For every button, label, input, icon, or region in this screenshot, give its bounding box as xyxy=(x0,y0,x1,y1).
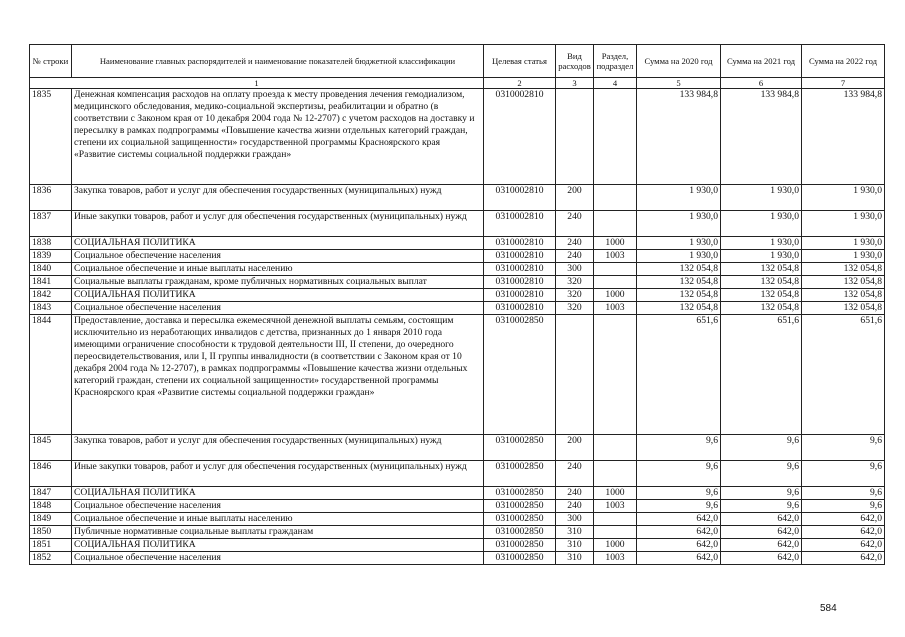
row-number: 1845 xyxy=(30,435,72,461)
row-sum-2021: 642,0 xyxy=(721,539,802,552)
page-number: 584 xyxy=(820,603,837,614)
table-row xyxy=(30,89,885,185)
row-number: 1835 xyxy=(30,89,72,185)
table-row xyxy=(30,185,885,211)
row-vr: 310 xyxy=(556,526,594,539)
table-row xyxy=(30,487,885,500)
column-number: 5 xyxy=(637,78,721,89)
table-row xyxy=(30,302,885,315)
row-name: СОЦИАЛЬНАЯ ПОЛИТИКА xyxy=(72,237,484,250)
row-sum-2020: 1 930,0 xyxy=(637,185,721,211)
row-vr: 300 xyxy=(556,513,594,526)
row-number: 1837 xyxy=(30,211,72,237)
row-sum-2021: 1 930,0 xyxy=(721,237,802,250)
row-sum-2021: 1 930,0 xyxy=(721,185,802,211)
row-sum-2022: 642,0 xyxy=(802,539,885,552)
row-sum-2020: 9,6 xyxy=(637,435,721,461)
header-sum-2022: Сумма на 2022 год xyxy=(802,45,885,78)
row-rp xyxy=(594,276,637,289)
row-name: Социальное обеспечение населения xyxy=(72,500,484,513)
row-target: 0310002810 xyxy=(484,302,556,315)
row-vr: 200 xyxy=(556,185,594,211)
row-rp xyxy=(594,89,637,185)
row-sum-2020: 651,6 xyxy=(637,315,721,435)
row-vr: 320 xyxy=(556,302,594,315)
row-target: 0310002850 xyxy=(484,513,556,526)
row-name: Социальное обеспечение и иные выплаты населению xyxy=(72,513,484,526)
column-number-row xyxy=(30,78,885,89)
row-name: Предоставление, доставка и пересылка ежемесячной денежной выплаты семьям, состоящим исключительно из неработающих инвалидов с детства, признанных до 1 января 2010 года имеющими ограничение способности к трудовой деятельности III, II степени, до очередного переосвидетельствования, или I, II группы инвалидности (в соответствии с Законом края от 10 декабря 2004 года № 12-2707), в рамках подпрограммы «Повышение качества жизни отдельных категорий граждан, степени их социальной защищенности» государственной программы Красноярского края «Развитие системы социальной поддержки граждан» xyxy=(72,315,484,435)
row-sum-2022: 9,6 xyxy=(802,487,885,500)
table-row xyxy=(30,289,885,302)
row-name: Закупка товаров, работ и услуг для обеспечения государственных (муниципальных) нужд xyxy=(72,435,484,461)
row-sum-2020: 132 054,8 xyxy=(637,263,721,276)
row-sum-2020: 642,0 xyxy=(637,539,721,552)
row-sum-2020: 132 054,8 xyxy=(637,302,721,315)
row-rp xyxy=(594,461,637,487)
row-sum-2022: 132 054,8 xyxy=(802,289,885,302)
row-name: СОЦИАЛЬНАЯ ПОЛИТИКА xyxy=(72,289,484,302)
row-sum-2022: 9,6 xyxy=(802,500,885,513)
row-sum-2022: 132 054,8 xyxy=(802,276,885,289)
row-sum-2020: 133 984,8 xyxy=(637,89,721,185)
row-sum-2020: 132 054,8 xyxy=(637,289,721,302)
header-sum-2020: Сумма на 2020 год xyxy=(637,45,721,78)
row-vr: 300 xyxy=(556,263,594,276)
row-rp: 1000 xyxy=(594,237,637,250)
row-target: 0310002810 xyxy=(484,211,556,237)
row-vr: 310 xyxy=(556,539,594,552)
row-number: 1840 xyxy=(30,263,72,276)
row-vr: 320 xyxy=(556,276,594,289)
row-rp xyxy=(594,513,637,526)
table-row xyxy=(30,211,885,237)
row-name: СОЦИАЛЬНАЯ ПОЛИТИКА xyxy=(72,539,484,552)
row-name: Иные закупки товаров, работ и услуг для обеспечения государственных (муниципальных) нужд xyxy=(72,461,484,487)
header-vr: Вид расходов xyxy=(556,45,594,78)
row-target: 0310002850 xyxy=(484,487,556,500)
row-vr: 310 xyxy=(556,552,594,565)
row-number: 1843 xyxy=(30,302,72,315)
row-sum-2021: 1 930,0 xyxy=(721,250,802,263)
row-target: 0310002850 xyxy=(484,552,556,565)
row-sum-2021: 133 984,8 xyxy=(721,89,802,185)
row-sum-2022: 133 984,8 xyxy=(802,89,885,185)
row-sum-2021: 642,0 xyxy=(721,513,802,526)
column-number: 6 xyxy=(721,78,802,89)
row-target: 0310002850 xyxy=(484,315,556,435)
table-row xyxy=(30,461,885,487)
row-number: 1842 xyxy=(30,289,72,302)
table-row xyxy=(30,250,885,263)
row-vr xyxy=(556,315,594,435)
row-number: 1838 xyxy=(30,237,72,250)
budget-table xyxy=(29,44,885,565)
header-row xyxy=(30,45,885,78)
row-rp: 1003 xyxy=(594,552,637,565)
row-rp xyxy=(594,315,637,435)
row-vr: 240 xyxy=(556,211,594,237)
row-target: 0310002850 xyxy=(484,526,556,539)
row-name: Социальное обеспечение населения xyxy=(72,552,484,565)
table-row xyxy=(30,500,885,513)
row-target: 0310002810 xyxy=(484,237,556,250)
row-vr: 240 xyxy=(556,250,594,263)
row-target: 0310002850 xyxy=(484,539,556,552)
row-sum-2020: 1 930,0 xyxy=(637,211,721,237)
row-sum-2022: 1 930,0 xyxy=(802,185,885,211)
row-sum-2021: 9,6 xyxy=(721,461,802,487)
row-rp: 1003 xyxy=(594,500,637,513)
row-rp: 1003 xyxy=(594,250,637,263)
row-rp: 1000 xyxy=(594,487,637,500)
column-number: 7 xyxy=(802,78,885,89)
row-number: 1850 xyxy=(30,526,72,539)
row-number: 1851 xyxy=(30,539,72,552)
header-sum-2021: Сумма на 2021 год xyxy=(721,45,802,78)
row-vr: 240 xyxy=(556,500,594,513)
row-sum-2021: 642,0 xyxy=(721,526,802,539)
row-vr: 200 xyxy=(556,435,594,461)
row-number: 1841 xyxy=(30,276,72,289)
row-sum-2020: 642,0 xyxy=(637,552,721,565)
row-sum-2022: 1 930,0 xyxy=(802,250,885,263)
row-sum-2022: 9,6 xyxy=(802,435,885,461)
row-rp: 1000 xyxy=(594,289,637,302)
table-row xyxy=(30,435,885,461)
row-vr: 240 xyxy=(556,487,594,500)
row-vr: 240 xyxy=(556,237,594,250)
row-rp xyxy=(594,263,637,276)
row-rp xyxy=(594,435,637,461)
header-rp: Раздел, подраздел xyxy=(594,45,637,78)
table-row xyxy=(30,263,885,276)
row-sum-2021: 132 054,8 xyxy=(721,289,802,302)
row-sum-2022: 1 930,0 xyxy=(802,237,885,250)
row-sum-2021: 132 054,8 xyxy=(721,302,802,315)
row-rp: 1003 xyxy=(594,302,637,315)
row-target: 0310002850 xyxy=(484,435,556,461)
row-number: 1847 xyxy=(30,487,72,500)
row-name: Социальное обеспечение населения xyxy=(72,250,484,263)
row-target: 0310002810 xyxy=(484,263,556,276)
row-sum-2022: 642,0 xyxy=(802,513,885,526)
header-target: Целевая статья xyxy=(484,45,556,78)
header-row-no: № строки xyxy=(30,45,72,78)
header-name: Наименование главных распорядителей и наименование показателей бюджетной классификации xyxy=(72,45,484,78)
row-target: 0310002810 xyxy=(484,289,556,302)
row-name: Социальное обеспечение и иные выплаты населению xyxy=(72,263,484,276)
row-sum-2020: 9,6 xyxy=(637,487,721,500)
row-name: Социальное обеспечение населения xyxy=(72,302,484,315)
column-number: 3 xyxy=(556,78,594,89)
row-sum-2021: 132 054,8 xyxy=(721,276,802,289)
row-sum-2020: 642,0 xyxy=(637,526,721,539)
row-name: Социальные выплаты гражданам, кроме публичных нормативных социальных выплат xyxy=(72,276,484,289)
row-target: 0310002810 xyxy=(484,89,556,185)
row-sum-2022: 642,0 xyxy=(802,526,885,539)
row-name: СОЦИАЛЬНАЯ ПОЛИТИКА xyxy=(72,487,484,500)
row-sum-2022: 132 054,8 xyxy=(802,263,885,276)
row-number: 1836 xyxy=(30,185,72,211)
row-sum-2022: 132 054,8 xyxy=(802,302,885,315)
row-target: 0310002850 xyxy=(484,461,556,487)
table-row xyxy=(30,276,885,289)
row-sum-2022: 651,6 xyxy=(802,315,885,435)
row-target: 0310002850 xyxy=(484,500,556,513)
row-number: 1846 xyxy=(30,461,72,487)
row-rp: 1000 xyxy=(594,539,637,552)
column-number: 1 xyxy=(30,78,484,89)
row-rp xyxy=(594,185,637,211)
table-row xyxy=(30,237,885,250)
row-target: 0310002810 xyxy=(484,250,556,263)
row-name: Публичные нормативные социальные выплаты гражданам xyxy=(72,526,484,539)
row-rp xyxy=(594,211,637,237)
row-sum-2021: 9,6 xyxy=(721,435,802,461)
row-target: 0310002810 xyxy=(484,276,556,289)
row-name: Иные закупки товаров, работ и услуг для обеспечения государственных (муниципальных) нужд xyxy=(72,211,484,237)
row-sum-2020: 642,0 xyxy=(637,513,721,526)
table-row xyxy=(30,539,885,552)
row-sum-2020: 9,6 xyxy=(637,461,721,487)
row-target: 0310002810 xyxy=(484,185,556,211)
row-number: 1849 xyxy=(30,513,72,526)
row-sum-2022: 642,0 xyxy=(802,552,885,565)
row-number: 1848 xyxy=(30,500,72,513)
row-sum-2021: 132 054,8 xyxy=(721,263,802,276)
table-row xyxy=(30,513,885,526)
column-number: 4 xyxy=(594,78,637,89)
row-vr: 320 xyxy=(556,289,594,302)
row-sum-2020: 132 054,8 xyxy=(637,276,721,289)
table-row xyxy=(30,552,885,565)
row-sum-2021: 651,6 xyxy=(721,315,802,435)
table-row xyxy=(30,315,885,435)
row-sum-2021: 642,0 xyxy=(721,552,802,565)
table-row xyxy=(30,526,885,539)
row-number: 1844 xyxy=(30,315,72,435)
row-sum-2021: 1 930,0 xyxy=(721,211,802,237)
row-number: 1839 xyxy=(30,250,72,263)
row-sum-2020: 1 930,0 xyxy=(637,250,721,263)
row-sum-2021: 9,6 xyxy=(721,487,802,500)
row-rp xyxy=(594,526,637,539)
row-sum-2020: 9,6 xyxy=(637,500,721,513)
row-number: 1852 xyxy=(30,552,72,565)
row-vr xyxy=(556,89,594,185)
row-sum-2022: 1 930,0 xyxy=(802,211,885,237)
row-sum-2020: 1 930,0 xyxy=(637,237,721,250)
row-sum-2022: 9,6 xyxy=(802,461,885,487)
column-number: 2 xyxy=(484,78,556,89)
row-name: Закупка товаров, работ и услуг для обеспечения государственных (муниципальных) нужд xyxy=(72,185,484,211)
row-vr: 240 xyxy=(556,461,594,487)
row-sum-2021: 9,6 xyxy=(721,500,802,513)
row-name: Денежная компенсация расходов на оплату проезда к месту проведения лечения гемодиализом, медицинского обследования, медико-социальной экспертизы, реабилитации и обратно (в соответствии с Законом края от 10 декабря 2004 года № 12-2707) с учетом расходов на доставку и пересылку в рамках подпрограммы «Повышение качества жизни отдельных категорий граждан, степени их социальной защищенности» государственной программы Красноярского края «Развитие системы социальной поддержки граждан» xyxy=(72,89,484,185)
